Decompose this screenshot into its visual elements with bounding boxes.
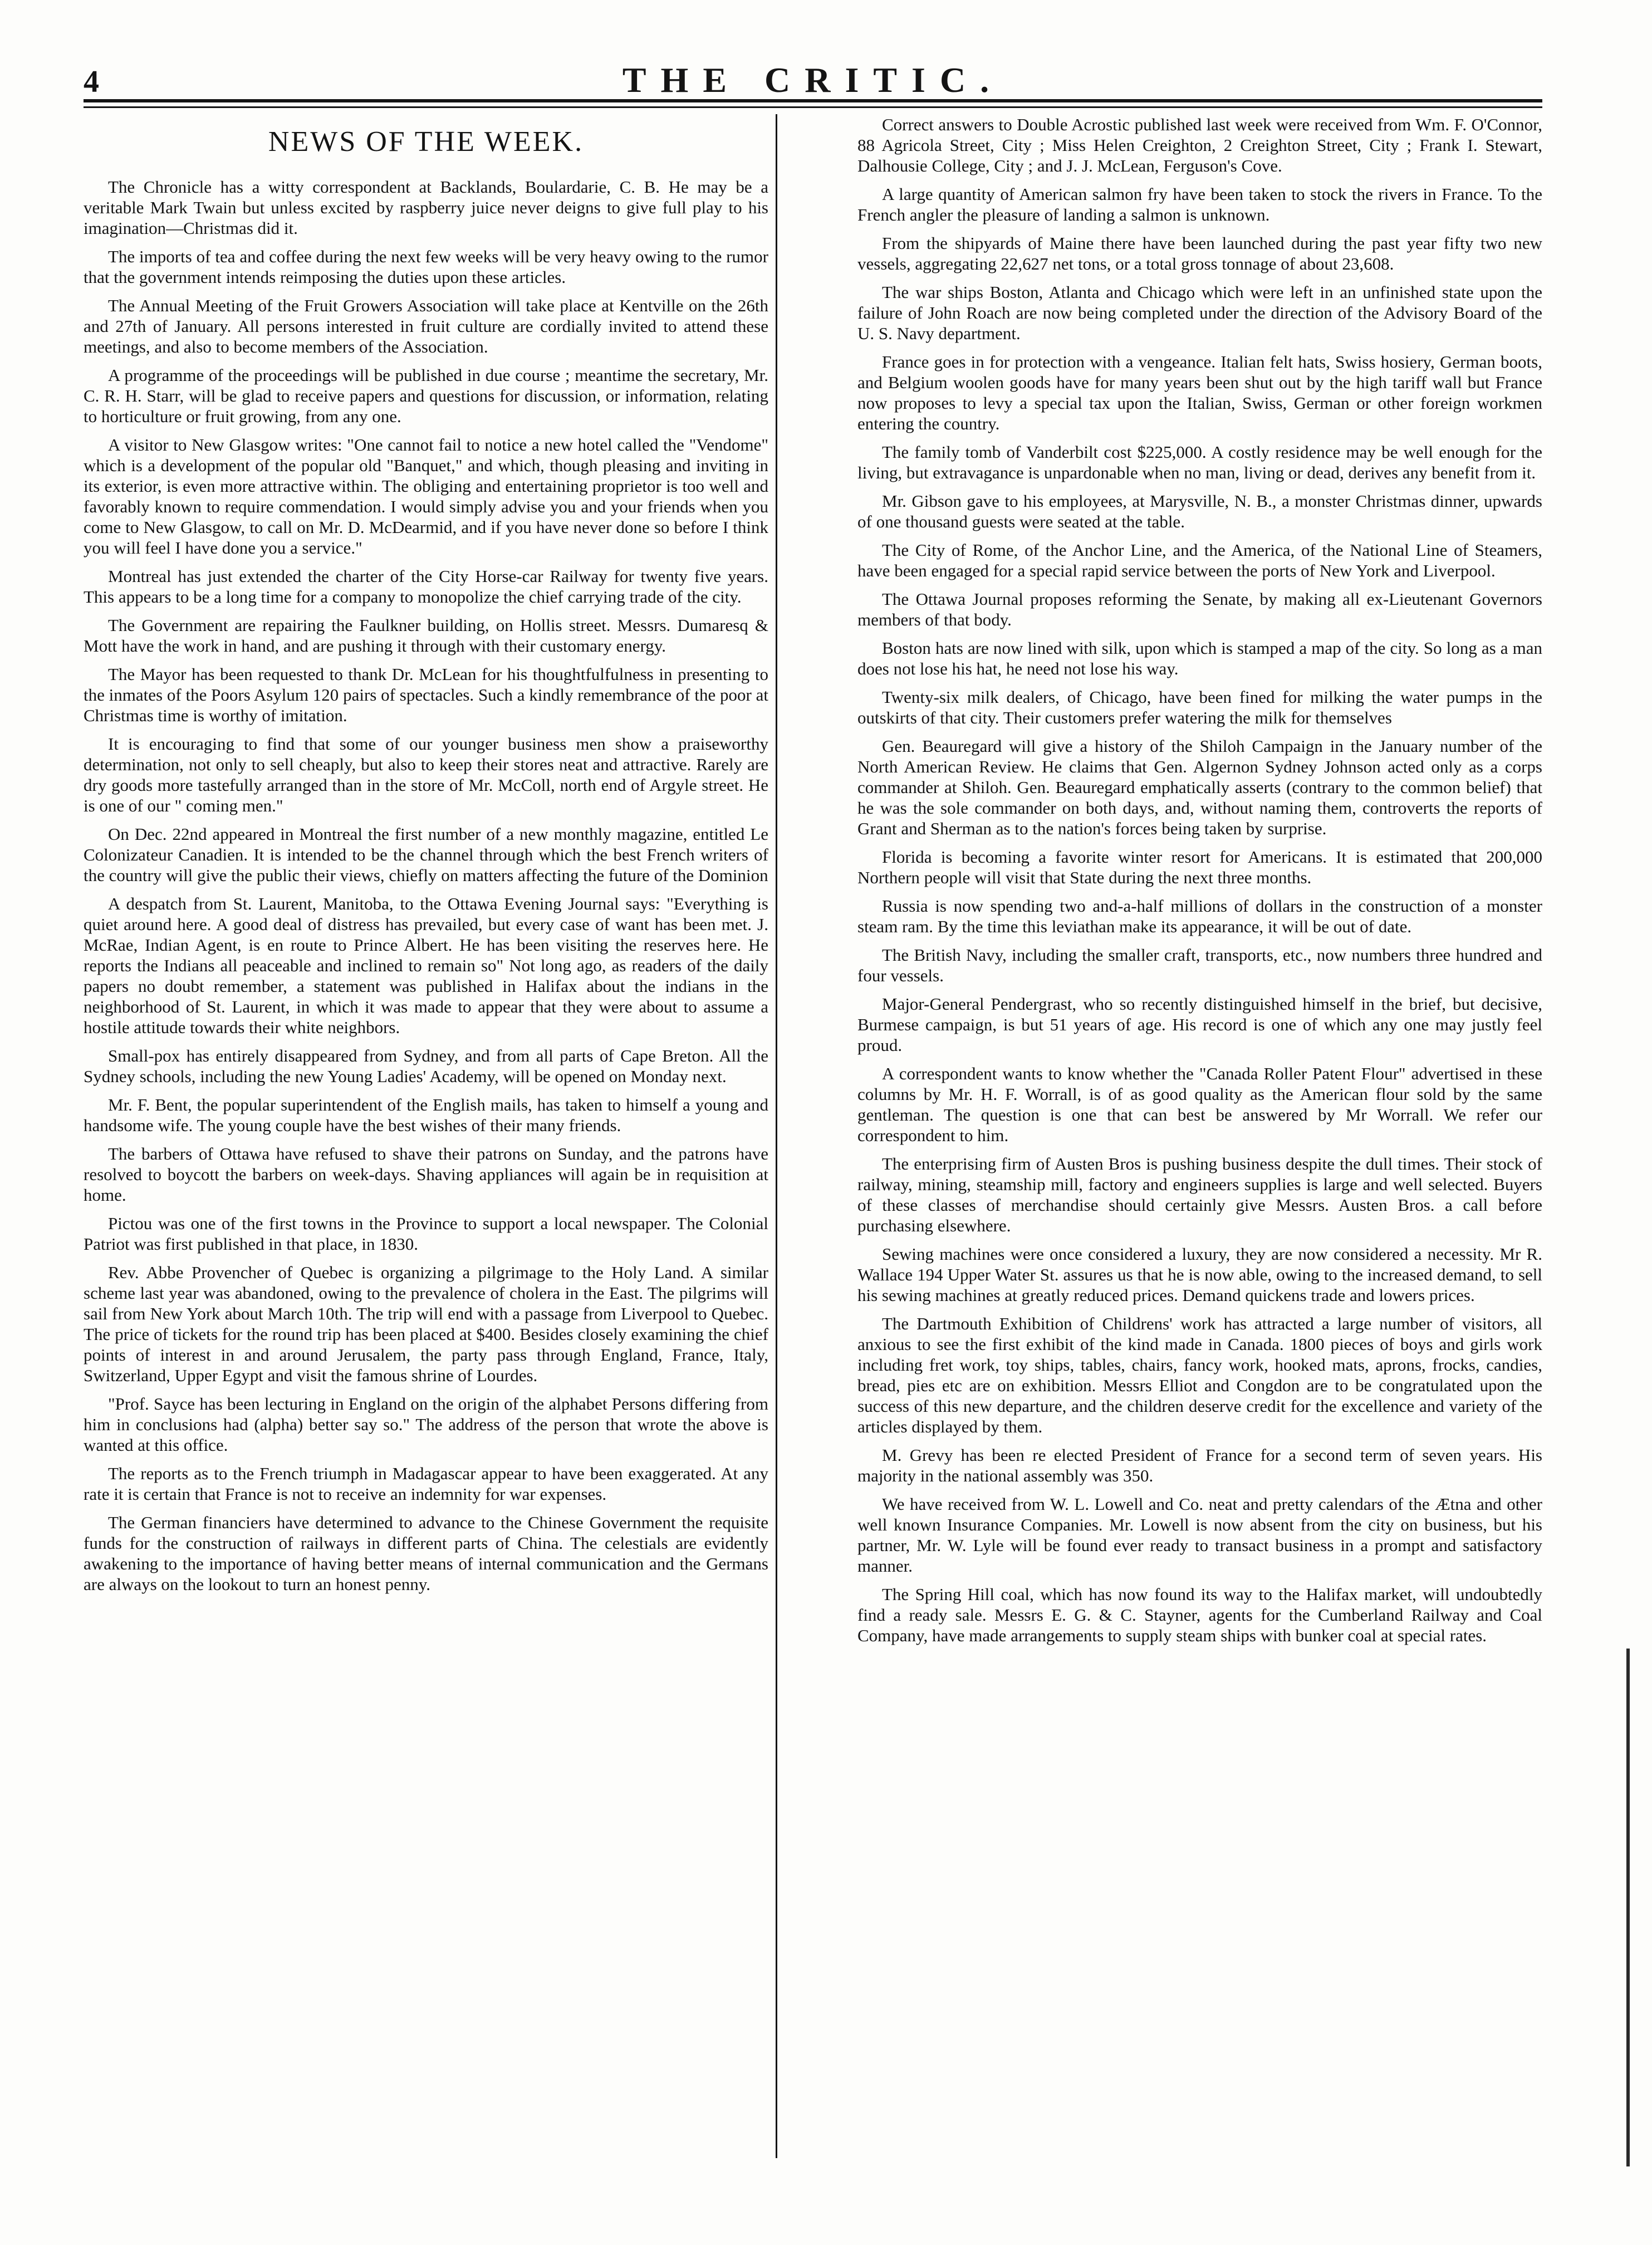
news-paragraph: Pictou was one of the first towns in the Province to support a local newspaper. The Colonial Patriot was first published in that place, in 1830. <box>84 1214 768 1254</box>
news-paragraph: The enterprising firm of Austen Bros is pushing business despite the dull times. Their stock of railway, mining, steamship mill, factory and engineers supplies is large and well selected. Buyers of these classes of merchandise should certainly give Messrs. Austen Bros. a call before purchasing elsewhere. <box>857 1154 1542 1235</box>
news-paragraph: It is encouraging to find that some of our younger business men show a praiseworthy determination, not only to sell cheaply, but also to keep their stores neat and attractive. Rarely are dry goods more tastefully arranged than in the store of Mr. McColl, north end of Argyle street. He is one of our " coming men." <box>84 734 768 815</box>
news-paragraph: Correct answers to Double Acrostic published last week were received from Wm. F. O'Connor, 88 Agricola Street, City ; Miss Helen Creighton, 2 Creighton Street, City ; Frank I. Stewart, Dalhousie College, City ; and J. J. McLean, Ferguson's Cove. <box>857 115 1542 175</box>
news-paragraph: The Annual Meeting of the Fruit Growers Association will take place at Kentville on the 26th and 27th of January. All persons interested in fruit culture are cordially invited to attend these meetings, and also to become members of the Association. <box>84 296 768 356</box>
news-paragraph: The family tomb of Vanderbilt cost $225,000. A costly residence may be well enough for the living, but extravagance is unpardonable when no man, living or dead, derives any benefit from it. <box>857 442 1542 482</box>
news-paragraph: "Prof. Sayce has been lecturing in England on the origin of the alphabet Persons differing from him in conclusions had (alpha) better say so." The address of the person that wrote the above is wanted at this office. <box>84 1394 768 1455</box>
right-column-body <box>857 114 1542 1646</box>
news-paragraph: A correspondent wants to know whether the "Canada Roller Patent Flour" advertised in these columns by Mr. H. F. Worrall, is of as good quality as the American flour sold by the same gentleman. The question is one that can best be answered by Mr Worrall. We refer our correspondent to him. <box>857 1064 1542 1145</box>
news-paragraph: The German financiers have determined to advance to the Chinese Government the requisite funds for the construction of railways in different parts of China. The celestials are evidently awakening to the importance of having better means of internal communication and the Germans are always on the lookout to turn an honest penny. <box>84 1513 768 1594</box>
news-paragraph: A despatch from St. Laurent, Manitoba, to the Ottawa Evening Journal says: "Everything is quiet around here. A good deal of distress has prevailed, but every case of want has been met. J. McRae, Indian Agent, is en route to Prince Albert. He has been visiting the reserves here. He reports the Indians all peaceable and inclined to remain so" Not long ago, as readers of the daily papers no doubt remember, a statement was published in Halifax about the indians in the neighborhood of St. Laurent, in which it was made to appear that they were about to assume a hostile attitude towards their white neighbors. <box>84 894 768 1037</box>
news-paragraph: Russia is now spending two and-a-half millions of dollars in the construction of a monster steam ram. By the time this leviathan make its appearance, it will be out of date. <box>857 896 1542 936</box>
news-paragraph: Small-pox has entirely disappeared from Sydney, and from all parts of Cape Breton. All the Sydney schools, including the new Young Ladies' Academy, will be opened on Monday next. <box>84 1046 768 1086</box>
right-column <box>857 114 1542 2158</box>
news-paragraph: We have received from W. L. Lowell and Co. neat and pretty calendars of the Ætna and other well known Insurance Companies. Mr. Lowell is now absent from the city on business, but his partner, Mr. W. Lyle will be found ever ready to transact business in a prompt and satisfactory manner. <box>857 1494 1542 1576</box>
news-paragraph: The Government are repairing the Faulkner building, on Hollis street. Messrs. Dumaresq & Mott have the work in hand, and are pushing it through with their customary energy. <box>84 615 768 656</box>
news-paragraph: The Chronicle has a witty correspondent at Backlands, Boulardarie, C. B. He may be a veritable Mark Twain but unless excited by raspberry juice never deigns to give full play to his imagination—Christmas did it. <box>84 177 768 238</box>
news-paragraph: The reports as to the French triumph in Madagascar appear to have been exaggerated. At any rate it is certain that France is not to receive an indemnity for war expenses. <box>84 1464 768 1504</box>
news-paragraph: Florida is becoming a favorite winter resort for Americans. It is estimated that 200,000 Northern people will visit that State during the next three months. <box>857 847 1542 887</box>
column-divider <box>776 114 777 2158</box>
news-paragraph: Twenty-six milk dealers, of Chicago, have been fined for milking the water pumps in the outskirts of that city. Their customers prefer watering the milk for themselves <box>857 687 1542 727</box>
header-rule <box>84 99 1542 108</box>
news-paragraph: M. Grevy has been re elected President of France for a second term of seven years. His majority in the national assembly was 350. <box>857 1445 1542 1485</box>
news-paragraph: Rev. Abbe Provencher of Quebec is organizing a pilgrimage to the Holy Land. A similar scheme last year was abandoned, owing to the prevalence of cholera in the East. The pilgrims will sail from New York about March 10th. The trip will end with a passage from Liverpool to Quebec. The price of tickets for the round trip has been placed at $400. Besides closely examining the chief points of interest in and around Jerusalem, the party pass through England, France, Italy, Switzerland, Upper Egypt and visit the famous shrine of Lourdes. <box>84 1263 768 1385</box>
scan-edge-mark <box>1626 1649 1630 2166</box>
page-header <box>84 53 1542 100</box>
news-paragraph: The imports of tea and coffee during the next few weeks will be very heavy owing to the rumor that the government intends reimposing the duties upon these articles. <box>84 247 768 287</box>
news-paragraph: The barbers of Ottawa have refused to shave their patrons on Sunday, and the patrons have resolved to boycott the barbers on week-days. Shaving appliances will again be in requisition at home. <box>84 1144 768 1205</box>
news-paragraph: Mr. Gibson gave to his employees, at Marysville, N. B., a monster Christmas dinner, upwards of one thousand guests were seated at the table. <box>857 491 1542 531</box>
news-paragraph: A programme of the proceedings will be published in due course ; meantime the secretary, Mr. C. R. H. Starr, will be glad to receive papers and questions for discussion, or information, relating to horticulture or fruit growing, from any one. <box>84 365 768 426</box>
news-paragraph: A large quantity of American salmon fry have been taken to stock the rivers in France. To the French angler the pleasure of landing a salmon is unknown. <box>857 184 1542 224</box>
news-paragraph: The British Navy, including the smaller craft, transports, etc., now numbers three hundred and four vessels. <box>857 945 1542 985</box>
news-paragraph: Mr. F. Bent, the popular superintendent of the English mails, has taken to himself a young and handsome wife. The young couple have the best wishes of their many friends. <box>84 1095 768 1135</box>
news-paragraph: The Mayor has been requested to thank Dr. McLean for his thoughtfulfulness in presenting to the inmates of the Poors Asylum 120 pairs of spectacles. Such a kindly remembrance of the poor at Christmas time is worthy of imitation. <box>84 664 768 725</box>
news-paragraph: France goes in for protection with a vengeance. Italian felt hats, Swiss hosiery, German boots, and Belgium woolen goods have for many years been shut out by the high tariff wall but France now proposes to levy a special tax upon the Italian, Swiss, German or other foreign workmen entering the country. <box>857 352 1542 433</box>
news-paragraph: On Dec. 22nd appeared in Montreal the first number of a new monthly magazine, entitled Le Colonizateur Canadien. It is intended to be the channel through which the best French writers of the country will give the public their views, chiefly on matters affecting the future of the Dominion <box>84 824 768 885</box>
news-paragraph: Major-General Pendergrast, who so recently distinguished himself in the brief, but decisive, Burmese campaign, is but 51 years of age. His record is one of which any one may justly feel proud. <box>857 994 1542 1055</box>
news-paragraph: The war ships Boston, Atlanta and Chicago which were left in an unfinished state upon the failure of John Roach are now being completed under the direction of the Advisory Board of the U. S. Navy department. <box>857 282 1542 343</box>
news-paragraph: The City of Rome, of the Anchor Line, and the America, of the National Line of Steamers, have been engaged for a special rapid service between the ports of New York and Liverpool. <box>857 540 1542 580</box>
news-paragraph: Boston hats are now lined with silk, upon which is stamped a map of the city. So long as a man does not lose his hat, he need not lose his way. <box>857 638 1542 678</box>
section-title: NEWS OF THE WEEK. <box>268 126 584 158</box>
left-column <box>84 114 768 2158</box>
news-paragraph: Gen. Beauregard will give a history of the Shiloh Campaign in the January number of the North American Review. He claims that Gen. Algernon Sydney Johnson acted only as a corps commander at Shiloh. Gen. Beauregard emphatically asserts (contrary to the common belief) that he was the sole commander on both days, and, without naming them, controverts the reports of Grant and Sherman as to the nation's forces being taken by surprise. <box>857 736 1542 838</box>
news-paragraph: Sewing machines were once considered a luxury, they are now considered a necessity. Mr R. Wallace 194 Upper Water St. assures us that he is now able, owing to the increased demand, to sell his sewing machines at greatly reduced prices. Demand quickens trade and lowers prices. <box>857 1244 1542 1305</box>
left-column-body <box>84 177 768 1595</box>
news-paragraph: The Ottawa Journal proposes reforming the Senate, by making all ex-Lieutenant Governors members of that body. <box>857 589 1542 629</box>
news-paragraph: A visitor to New Glasgow writes: "One cannot fail to notice a new hotel called the "Vendome" which is a development of the popular old "Banquet," and which, though pleasing and inviting in its exterior, is even more attractive within. The obliging and entertaining proprietor is too well and favorably known to require commendation. I would simply advise you and your friends when you come to New Glasgow, to call on Mr. D. McDearmid, and if you have never done so before I think you will feel I have done you a service." <box>84 435 768 557</box>
masthead-title: THE CRITIC. <box>622 60 1004 100</box>
news-paragraph: The Spring Hill coal, which has now found its way to the Halifax market, will undoubtedly find a ready sale. Messrs E. G. & C. Stayner, agents for the Cumberland Railway and Coal Company, have made arrangements to supply steam ships with bunker coal at special rates. <box>857 1584 1542 1645</box>
news-paragraph: From the shipyards of Maine there have been launched during the past year fifty two new vessels, aggregating 22,627 net tons, or a total gross tonnage of about 23,608. <box>857 233 1542 273</box>
page-number: 4 <box>84 65 99 99</box>
news-paragraph: The Dartmouth Exhibition of Childrens' work has attracted a large number of visitors, all anxious to see the first exhibit of the kind made in Canada. 1800 pieces of boys and girls work including fret work, toy ships, tables, chairs, fancy work, hooked mats, aprons, frocks, candies, bread, pies etc are on exhibition. Messrs Elliot and Congdon are to be congratulated upon the success of this new departure, and the children deserve credit for the excellence and variety of the articles displayed by them. <box>857 1314 1542 1436</box>
news-paragraph: Montreal has just extended the charter of the City Horse-car Railway for twenty five years. This appears to be a long time for a company to monopolize the chief carrying trade of the city. <box>84 566 768 607</box>
